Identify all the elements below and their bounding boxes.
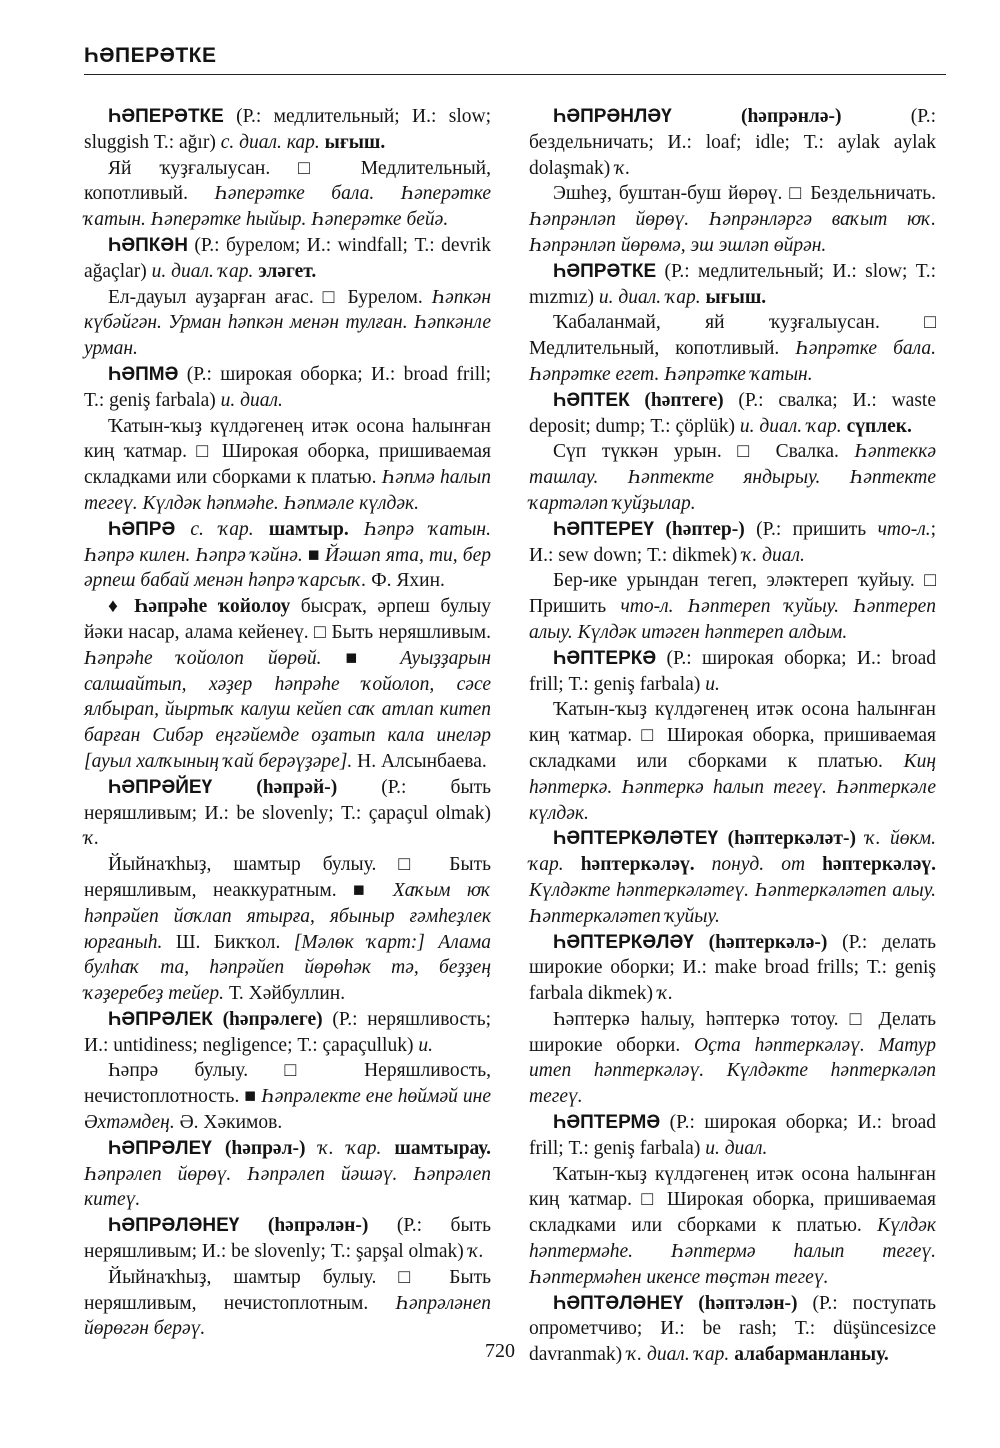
grammar-label: ҡ. (468, 1241, 484, 1263)
examples: Һәпкән күбәйгән. Урман һәпкән менән тулған. Һәпкәнле урман. (84, 286, 491, 360)
definition: Ҡабаланмай, яй ҡуҙғалыусан. □ Медлительный, копотливый. (529, 312, 936, 360)
dictionary-entry (84, 1136, 491, 1213)
entry-meta: (Р.: свалка; И.: waste deposit; dump; Т.: çöplük) (529, 389, 936, 437)
quote-author: Т. Хәйбуллин. (224, 983, 346, 1005)
left-column (84, 104, 491, 1342)
entry-meta-italic: что-л. (877, 518, 931, 540)
grammar-label: и. диал. ҡар. (598, 286, 706, 308)
headword: ҺӘПТЕРЕҮ (553, 518, 654, 540)
entry-meta: (Р.: бурелом; И.: windfall; Т.: devrik ağaçlar) (84, 234, 491, 282)
definition: Йыйнаҡһыҙ, шамтыр булыу. □ Быть неряшливым, неаккуратным. (84, 854, 491, 901)
grammar-label: ҡ. диал. (742, 544, 805, 566)
verb-root: (һәпрәл-) (211, 1137, 306, 1159)
synonym: алабарманланыу. (734, 1344, 889, 1366)
synonym: һәптеркәләү. (822, 854, 936, 876)
dictionary-entry (84, 775, 491, 1007)
entry-meta: (Р.: широкая оборка; И.: broad frill; Т.: geniş farbala) (84, 363, 491, 411)
definition: Яй ҡуҙғалыусан. □ Медлительный, копотливый. (84, 157, 491, 205)
dictionary-entry (84, 104, 491, 233)
grammar-label: ҡ. диал. ҡар. (627, 1344, 735, 1366)
definition: Ҡатын-ҡыҙ күлдәгенең итәк осона һалынған киң ҡатмар. □ Широкая оборка, пришиваемая складками или сборками к платью. (84, 415, 491, 489)
entry-meta: (Р.: широкая оборка; И.: broad frill; Т.: geniş farbala) (529, 1112, 936, 1159)
grammar-label: и. диал. ҡар. (739, 415, 847, 437)
synonym: эләгет. (258, 260, 317, 282)
entry-meta: (Р.: бездельничать; И.: loaf; idle; Т.: aylak aylak dolaşmak) (529, 106, 936, 179)
grammar-label: понуд. от (694, 854, 823, 876)
synonym: һәптеркәләү. (580, 854, 695, 876)
header-rule (84, 74, 946, 75)
definition: Бер-ике урындан тегеп, эләктереп ҡуйыу. □ Пришить (529, 570, 936, 618)
dictionary-entry (84, 1007, 491, 1136)
headword: ҺӘПРӘНЛӘҮ (553, 106, 672, 127)
verb-root: (һәптәлән-) (683, 1292, 798, 1314)
headword: ҺӘПТЕК (553, 389, 630, 411)
synonym: шамтырау. (394, 1137, 491, 1159)
dictionary-entry (529, 388, 936, 517)
grammar-label: ҡ. (84, 828, 100, 850)
headword: ҺӘПМӘ (108, 363, 179, 385)
grammar-label: и. диал. ҡар. (151, 260, 259, 282)
grammar-label: ҡ. ҡар. (305, 1137, 395, 1159)
dictionary-entry (529, 104, 936, 259)
headword: ҺӘПКӘН (108, 234, 188, 256)
examples: Һәперәтке бала. Һәперәтке ҡатын. Һәперәтке һыйыр. Һәперәтке бейә. (84, 183, 491, 231)
dictionary-entry (529, 930, 936, 1111)
examples: Оҫта һәптеркәләү. Матур итеп һәптеркәләү. Күлдәкте һәптеркәләп тегеү. (529, 1034, 936, 1108)
grammar-label: и. диал. (705, 1137, 768, 1159)
quote-author: Ә. Хәкимов. (174, 1112, 283, 1134)
examples: Һәпрәлеп йөрөү. Һәпрәлеп йәшәү. Һәпрәлеп китеү. (84, 1163, 491, 1211)
dictionary-entry (84, 1213, 491, 1342)
page-number: 720 (485, 1340, 515, 1362)
phrase-headword: ♦ Һәпрәһе ҡойолоу (108, 596, 291, 618)
examples: Һәпрәһе ҡойолоп йөрөй. (84, 647, 346, 669)
headword: ҺӘПРӘЛЕК (108, 1008, 213, 1030)
synonym: ығыш. (324, 131, 386, 153)
grammar-label: и. (418, 1034, 433, 1056)
synonym: шамтыр. (268, 518, 349, 540)
phrase-definition: бысраҡ, әрпеш булыу йәки насар, алама кейенеү. □ Быть неряшливым. (84, 596, 491, 643)
grammar-label: с. диал. кар. (220, 131, 325, 153)
literary-quote: ■ Ауыҙҙарын салшайтып, хәҙер һәпрәһе ҡойолоп, сәсе ялбырап, йыртыҡ калуш кейеп саҡ атлап китеп барған Сибәр еңгәйемде оҙатып кала инеләр [ауыл халҡының ҡай берәүҙәре]. (84, 647, 491, 772)
headword: ҺӘПРӘЛЕҮ (108, 1137, 212, 1159)
dictionary-entry (529, 259, 936, 388)
verb-root: (һәптеркәлә-) (693, 931, 828, 953)
headword: ҺӘПТЕРКӘЛӘТЕҮ (553, 828, 719, 850)
verb-root: (һәптеркәләт-) (718, 828, 856, 850)
dictionary-entry (529, 826, 936, 929)
running-header: ҺӘПЕРӘТКЕ (84, 44, 217, 67)
grammar-label: ҡ. (657, 983, 674, 1005)
verb-root: (һәпрәлән-) (239, 1215, 369, 1237)
entry-meta: (Р.: широкая оборка; И.: broad frill; Т.: geniş farbala) (529, 647, 936, 695)
synonym: сүплек. (846, 415, 912, 437)
quote-author: Н. Алсынбаева. (352, 750, 487, 772)
entry-meta: (Р.: быть неряшливым; И.: be slovenly; Т.: çapaçul olmak) (84, 776, 491, 824)
definition: Эшһеҙ, буштан-буш йөрөү. □ Бездельничать. (553, 183, 936, 205)
headword: ҺӘПЕРӘТКЕ (108, 106, 224, 127)
right-column (529, 104, 936, 1368)
grammar-label: и. диал. (220, 389, 283, 411)
grammar-label: и. (705, 673, 720, 695)
definition: Һәпрә булыу. □ Неряшливость, нечистоплотность. (84, 1060, 491, 1108)
definition: Ел-дауыл ауҙарған ағас. □ Бурелом. (108, 286, 432, 308)
examples: Киң һәптеркә. Һәптеркә һалып тегеү. Һәптеркәле күлдәк. (529, 750, 936, 824)
definition: Сүп түккән урын. □ Свалка. (553, 441, 855, 463)
examples: Күлдәкте һәптеркәләтеү. Һәптеркәләтеп алыу. Һәптеркәләтеп ҡуйыу. (529, 879, 936, 927)
definition: Ҡатын-ҡыҙ күлдәгенең итәк осона һалынған киң ҡатмар. □ Широкая оборка, пришиваемая складками или сборками к платью. (529, 699, 936, 772)
verb-root: (һәптер-) (654, 518, 745, 540)
dictionary-entry (529, 646, 936, 827)
grammar-label: ҡ. (615, 157, 631, 179)
grammar-label: с. ҡар. (175, 518, 269, 540)
literary-quote: ■ Хаҡым юҡ һәпрәйеп йоҡлап ятырға, ябыныр ғәмһеҙлек юрғаныһ. (84, 879, 491, 953)
headword: ҺӘПРӘТКЕ (553, 260, 657, 282)
dictionary-entry (84, 233, 491, 362)
examples: Һәпрәтке бала. Һәпрәтке егет. Һәпрәтке ҡатын. (529, 338, 936, 385)
examples: Һәпрәнләп йөрөү. Һәпрәнләргә ваҡыт юҡ. Һәпрәнләп йөрөмә, эш эшләп өйрән. (529, 209, 936, 256)
dictionary-entry (529, 1110, 936, 1291)
headword: ҺӘПРӘЙЕҮ (108, 776, 213, 798)
entry-meta: (Р.: делать широкие оборки; И.: make broad frills; Т.: geniş farbala dikmek) (529, 931, 936, 1005)
verb-root: (һәпрәнлә-) (671, 106, 842, 127)
verb-root: (һәптеге) (629, 389, 724, 411)
headword: ҺӘПТӘЛӘНЕҮ (553, 1292, 684, 1314)
definition: Һәптеркә һалыу, һәптеркә тотоу. □ Делать широкие оборки. (529, 1008, 936, 1056)
entry-meta: (Р.: медлительный; И.: slow; Т.: mızmız) (529, 260, 936, 308)
dictionary-entry (84, 362, 491, 517)
headword: ҺӘПРӘЛӘНЕҮ (108, 1215, 240, 1237)
headword: ҺӘПРӘ (108, 518, 176, 540)
grammar-label: ҡ. йөкм. ҡар. (529, 828, 936, 876)
headword: ҺӘПТЕРКӘЛӘҮ (553, 931, 694, 953)
definition: Ҡатын-ҡыҙ күлдәгенең итәк осона һалынған киң ҡатмар. □ Широкая оборка, пришиваемая складками или сборками к платью. (529, 1163, 936, 1237)
examples: Һәптереп ҡуйыу. Һәптереп алыу. Күлдәк итәген һәптереп алдым. (529, 596, 936, 643)
synonym: ығыш. (705, 286, 767, 308)
dictionary-entry (84, 517, 491, 775)
dictionary-entry (529, 517, 936, 646)
entry-meta: (Р.: неряшливость; И.: untidiness; negligence; Т.: çapaçulluk) (84, 1008, 491, 1056)
verb-root: (һәпрәй-) (212, 776, 338, 798)
entry-meta: (Р.: медлительный; И.: slow; sluggish Т.: ağır) (84, 106, 491, 153)
entry-meta: ; И.: sew down; Т.: dikmek) (529, 518, 937, 566)
definition-italic: что-л. (620, 596, 674, 618)
literary-quote: [Мәлөк ҡарт:] Алама булһаҡ та, һәпрәйеп йөрөһәк тә, беҙҙең ҡәҙеребеҙ тейер. (84, 931, 491, 1005)
entry-meta: (Р.: быть неряшливым; И.: be slovenly; Т.: şapşal olmak) (84, 1215, 491, 1263)
quote-author: Ш. Бикҡол. (162, 931, 294, 953)
entry-meta: (Р.: пришить (744, 518, 878, 540)
headword: ҺӘПТЕРМӘ (553, 1112, 661, 1134)
literary-quote: ■ Һәпрәлекте ене һөймәй ине Әхтәмдең. (84, 1086, 491, 1134)
examples: Һәптеккә ташлау. Һәптекте яндырыу. Һәптекте ҡартәләп ҡуйҙылар. (529, 441, 936, 514)
examples: Күлдәк һәптермәһе. Һәптермә һалып тегеү. Һәптермәһен икенсе төҫтән тегеү. (529, 1215, 936, 1288)
quote-author: Ф. Яхин. (366, 570, 445, 592)
headword: ҺӘПТЕРКӘ (553, 647, 657, 669)
examples: Һәпрәләнеп йөрөгән берәү. (84, 1292, 491, 1340)
examples: Һәпрә ҡатын. Һәпрә килен. Һәпрә ҡәйнә. (84, 518, 491, 566)
entry-meta: (Р.: поступать опрометчиво; И.: be rash; Т.: düşüncesizce davranmak) (529, 1292, 936, 1366)
examples: Һәпмә һалып тегеү. Күлдәк һәпмәһе. Һәпмәле күлдәк. (84, 467, 491, 514)
literary-quote: ■ Йәшәп ята, ти, бер әрпеш бабай менән һәпрә ҡарсыҡ. (84, 544, 491, 592)
definition: Йыйнаҡһыҙ, шамтыр булыу. □ Быть неряшливым, нечистоплотным. (84, 1266, 491, 1314)
verb-root: (һәпрәлеге) (212, 1008, 323, 1030)
